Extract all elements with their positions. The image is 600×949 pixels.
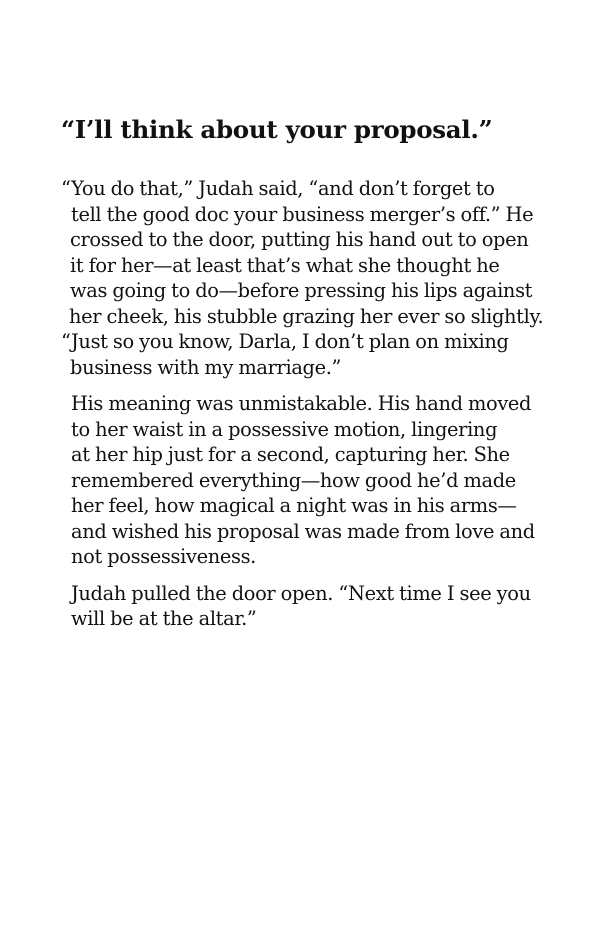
text-line: and wished his proposal was made from love and	[71, 519, 535, 543]
text-line: to her waist in a possessive motion, lingering	[71, 417, 498, 441]
text-line: will be at the altar.”	[71, 607, 257, 630]
text-line: crossed to the door, putting his hand out to open	[70, 228, 529, 251]
text-line: at her hip just for a second, capturing her. She	[71, 443, 510, 466]
paragraph	[61, 581, 581, 632]
text-line: was going to do—before pressing his lips against	[70, 279, 533, 302]
text-line: her cheek, his stubble grazing her ever so slightly.	[69, 304, 544, 328]
text-line: it for her—at least that’s what she thought he	[70, 253, 500, 277]
text-line: “Just so you know, Darla, I don’t plan on mixing	[61, 330, 509, 353]
paragraph	[61, 391, 581, 570]
text-line: tell the good doc your business merger’s off.” He	[71, 202, 534, 226]
text-line: Judah pulled the door open. “Next time I see you	[71, 581, 531, 605]
text-line: His meaning was unmistakable. His hand moved	[71, 392, 532, 415]
paragraph-gap	[61, 380, 581, 391]
text-line: “You do that,” Judah said, “and don’t forget to	[61, 177, 495, 200]
paragraph	[61, 176, 581, 380]
text-line: not possessiveness.	[71, 545, 256, 568]
text-line: remembered everything—how good he’d made	[71, 468, 516, 492]
body-text	[61, 176, 581, 632]
text-line: her feel, how magical a night was in his arms—	[71, 494, 517, 517]
page-heading: “I’ll think about your proposal.”	[61, 115, 493, 144]
text-line: business with my marriage.”	[70, 355, 342, 379]
paragraph-gap	[61, 570, 581, 581]
